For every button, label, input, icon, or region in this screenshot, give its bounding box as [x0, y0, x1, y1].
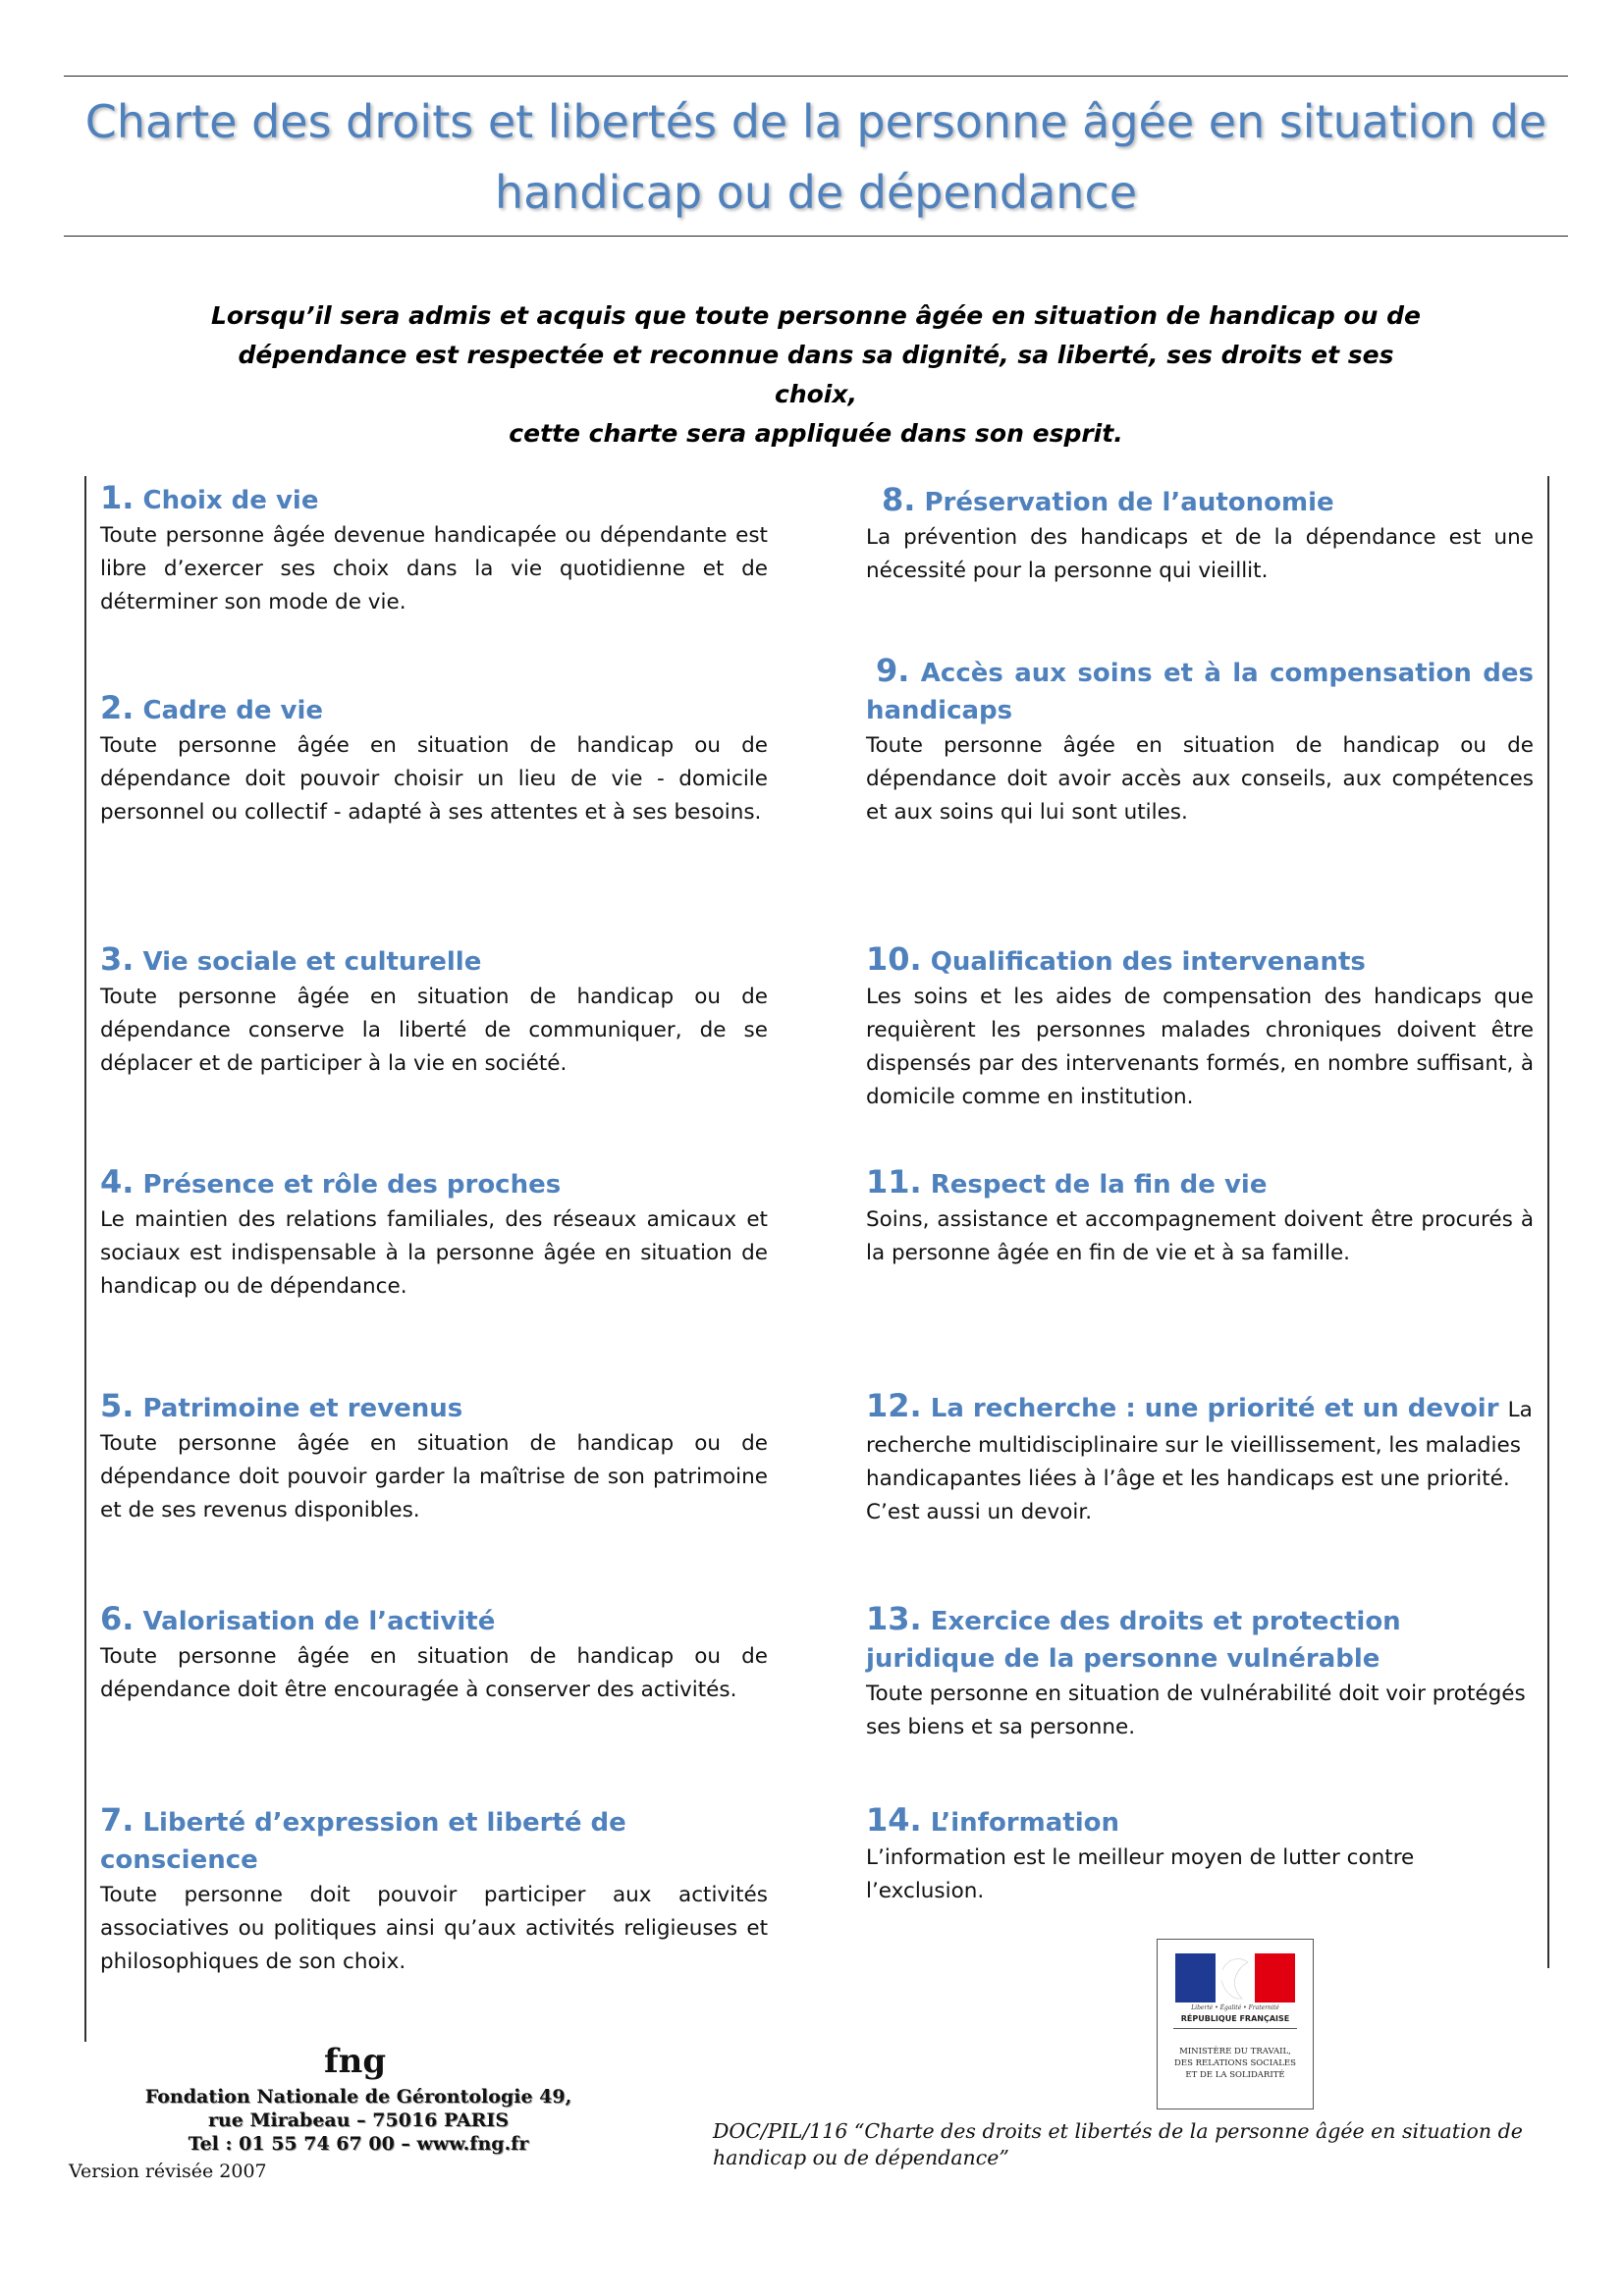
article-heading — [100, 1600, 768, 1640]
address-line-2: rue Mirabeau – 75016 PARIS — [207, 2109, 510, 2131]
article-7 — [100, 1801, 768, 1979]
emblem-ministere — [1163, 2046, 1307, 2081]
article-title: La recherche : une priorité et un devoir — [930, 1394, 1499, 1423]
article-text: Toute personne âgée en situation de handicap ou de dépendance doit être encouragée à conserver des activités. — [100, 1644, 768, 1702]
article-text: Toute personne âgée en situation de handicap ou de dépendance doit pouvoir garder la maîtrise de son patrimoine et de ses revenus disponibles. — [100, 1431, 768, 1522]
article-9 — [866, 652, 1534, 829]
article-title: Vie sociale et culturelle — [142, 947, 482, 977]
article-heading — [100, 940, 768, 981]
article-number: 3. — [100, 940, 135, 978]
fng-address — [137, 2085, 579, 2156]
article-number: 12. — [866, 1387, 922, 1424]
article-number: 5. — [100, 1387, 135, 1424]
ministere-line-2: DES RELATIONS SOCIALES — [1174, 2058, 1296, 2068]
left-column-divider — [84, 476, 86, 2042]
article-number: 11. — [866, 1163, 922, 1201]
article-heading — [866, 1600, 1416, 1678]
article-text: Toute personne en situation de vulnérabilité doit voir protégés ses biens et sa personne. — [866, 1682, 1526, 1739]
article-text: Toute personne âgée en situation de handicap ou de dépendance doit pouvoir choisir un lieu de vie - domicile personnel ou collectif - adapté à ses attentes et à ses besoins. — [100, 733, 768, 825]
article-heading — [100, 1387, 768, 1427]
article-number: 14. — [866, 1801, 922, 1839]
intro-paragraph — [196, 296, 1435, 454]
article-number: 7. — [100, 1801, 135, 1839]
marianne-icon — [1197, 1953, 1266, 2002]
article-number: 1. — [100, 479, 135, 516]
fng-logo: fng — [324, 2042, 387, 2081]
article-text: Le maintien des relations familiales, des réseaux amicaux et sociaux est indispensable à la personne âgée en situation de handicap ou de dépendance. — [100, 1207, 768, 1299]
article-text: Toute personne âgée devenue handicapée ou dépendante est libre d’exercer ses choix dans la vie quotidienne et de déterminer son mode de vie. — [100, 523, 768, 614]
article-text: La prévention des handicaps et de la dépendance est une nécessité pour la personne qui vieillit. — [866, 525, 1534, 583]
emblem-republique: RÉPUBLIQUE FRANÇAISE — [1180, 2014, 1290, 2023]
article-text: recherche multidisciplinaire sur le vieillissement, les maladies handicapantes liées à l’âge et les handicaps est une priorité. C’est aussi un devoir. — [866, 1433, 1521, 1524]
article-title: Valorisation de l’activité — [142, 1607, 496, 1636]
article-text: L’information est le meilleur moyen de lutter contre l’exclusion. — [866, 1845, 1415, 1903]
article-12 — [866, 1387, 1534, 1529]
article-4 — [100, 1163, 768, 1304]
article-3 — [100, 940, 768, 1081]
article-heading — [100, 1801, 768, 1879]
article-number: 6. — [100, 1600, 135, 1637]
article-text: Soins, assistance et accompagnement doivent être procurés à la personne âgée en fin de vie et à sa famille. — [866, 1207, 1534, 1265]
article-heading — [866, 652, 1534, 729]
address-line-3: Tel : 01 55 74 67 00 – www.fng.fr — [188, 2133, 529, 2155]
article-text-inline: La — [1507, 1398, 1533, 1422]
article-11 — [866, 1163, 1534, 1270]
article-8 — [866, 481, 1534, 588]
article-title: Respect de la fin de vie — [930, 1170, 1268, 1200]
title-line-2: handicap ou de dépendance — [494, 166, 1138, 219]
article-heading — [866, 940, 1534, 981]
article-heading — [866, 1801, 1534, 1842]
document-title — [64, 86, 1568, 228]
article-number: 9. — [876, 652, 910, 689]
ministere-line-1: MINISTÈRE DU TRAVAIL, — [1179, 2047, 1291, 2056]
article-heading — [100, 689, 768, 729]
article-title: Exercice des droits et protection juridique de la personne vulnérable — [866, 1607, 1401, 1674]
version-label: Version révisée 2007 — [69, 2161, 267, 2182]
document-reference: DOC/PIL/116 “Charte des droits et libertés de la personne âgée en situation de handicap ou de dépendance” — [713, 2119, 1523, 2169]
article-title: L’information — [930, 1808, 1119, 1838]
article-title: Accès aux soins et à la compensation des handicaps — [866, 659, 1534, 725]
article-number: 4. — [100, 1163, 135, 1201]
article-title: Patrimoine et revenus — [142, 1394, 463, 1423]
article-title: Cadre de vie — [142, 696, 324, 725]
title-bottom-rule — [64, 236, 1568, 237]
article-number: 10. — [866, 940, 922, 978]
article-2 — [100, 689, 768, 829]
ministere-line-3: ET DE LA SOLIDARITÉ — [1185, 2070, 1285, 2080]
top-rule — [64, 76, 1568, 77]
article-title: Choix de vie — [142, 486, 319, 515]
article-heading — [100, 479, 768, 519]
article-text: Toute personne âgée en situation de handicap ou de dépendance doit avoir accès aux conseils, aux compétences et aux soins qui lui sont utiles. — [866, 733, 1534, 825]
article-5 — [100, 1387, 768, 1527]
article-text: Toute personne doit pouvoir participer aux activités associatives ou politiques ainsi qu’aux activités religieuses et philosophiques de son choix. — [100, 1883, 768, 1974]
republique-francaise-logo — [1157, 1939, 1314, 2109]
intro-line-1: Lorsqu’il sera admis et acquis que toute personne âgée en situation de handicap ou de — [211, 301, 1421, 330]
article-title: Présence et rôle des proches — [142, 1170, 562, 1200]
article-title: Qualification des intervenants — [930, 947, 1366, 977]
intro-line-2: dépendance est respectée et reconnue dans sa dignité, sa liberté, ses droits et ses choix, — [238, 341, 1394, 408]
emblem-motto: Liberté • Égalité • Fraternité — [1191, 2004, 1279, 2011]
article-title: Liberté d’expression et liberté de conscience — [100, 1808, 626, 1875]
article-6 — [100, 1600, 768, 1707]
article-heading — [100, 1163, 768, 1203]
article-13 — [866, 1600, 1534, 1744]
emblem-divider — [1173, 2028, 1297, 2029]
article-title: Préservation de l’autonomie — [924, 488, 1334, 517]
article-heading — [866, 1387, 1534, 1429]
right-column-divider — [1547, 476, 1549, 1968]
article-text: Les soins et les aides de compensation des handicaps que requièrent les personnes malades chroniques doivent être dispensés par des intervenants formés, en nombre suffisant, à domicile comme en institution. — [866, 985, 1534, 1109]
article-1 — [100, 479, 768, 619]
article-text: Toute personne âgée en situation de handicap ou de dépendance conserve la liberté de communiquer, de se déplacer et de participer à la vie en société. — [100, 985, 768, 1076]
article-number: 13. — [866, 1600, 922, 1637]
article-14 — [866, 1801, 1534, 1908]
address-line-1: Fondation Nationale de Gérontologie 49, — [144, 2086, 572, 2108]
intro-line-3: cette charte sera appliquée dans son esprit. — [509, 419, 1123, 448]
article-number: 2. — [100, 689, 135, 726]
article-heading — [866, 1163, 1534, 1203]
article-number: 8. — [882, 481, 916, 518]
article-10 — [866, 940, 1534, 1114]
article-heading — [866, 481, 1534, 521]
title-line-1: Charte des droits et libertés de la personne âgée en situation de — [84, 95, 1547, 148]
